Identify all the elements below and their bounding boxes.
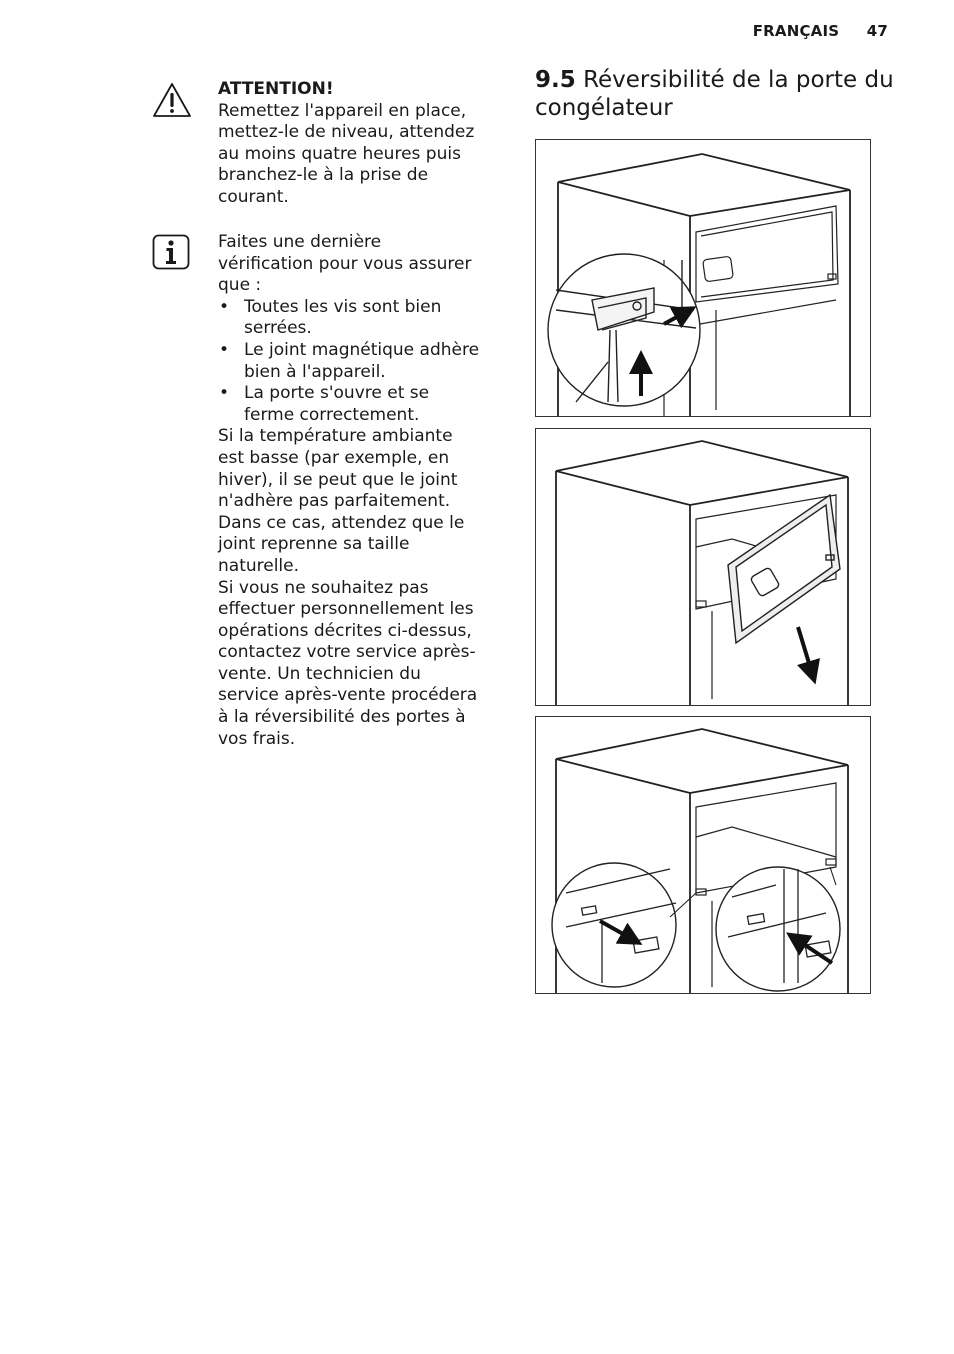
warning-text: Remettez l'appareil en place, mettez-le de niveau, attendez au moins quatre heures puis branchez-le à la prise de courant. bbox=[218, 100, 475, 207]
check-item: • Toutes les vis sont bien serrées. bbox=[218, 297, 480, 340]
figure-remove-door bbox=[535, 428, 871, 706]
illustration-remove-door bbox=[536, 429, 870, 705]
illustration-move-pins bbox=[536, 717, 870, 993]
info-icon bbox=[152, 234, 190, 270]
header-language: FRANÇAIS bbox=[752, 22, 840, 40]
info-paragraph-service: Si vous ne souhaitez pas effectuer personnellement les opérations décrites ci-dessus, contactez votre service après-vente. Un technicien du service après-vente procédera à la réversibilité des portes à vos frais. bbox=[218, 577, 478, 749]
page-header bbox=[753, 22, 888, 40]
page-number: 47 bbox=[866, 22, 888, 40]
figure-remove-hinge bbox=[535, 139, 871, 417]
info-block bbox=[218, 232, 480, 750]
info-intro: Faites une dernière vérification pour vous assurer que : bbox=[218, 232, 472, 296]
info-paragraph-low-temperature: Si la température ambiante est basse (par exemple, en hiver), il se peut que le joint n'adhère pas parfaitement. Dans ce cas, attendez que le joint reprenne sa taille naturelle. bbox=[218, 426, 465, 576]
warning-triangle-icon bbox=[152, 82, 192, 118]
section-heading bbox=[535, 66, 905, 122]
check-item: • La porte s'ouvre et se ferme correctement. bbox=[218, 383, 480, 426]
check-list bbox=[218, 297, 480, 427]
warning-title: ATTENTION! bbox=[218, 79, 334, 99]
warning-block bbox=[218, 79, 480, 209]
section-title: Réversibilité de la porte du congélateur bbox=[535, 67, 894, 121]
figure-move-pins bbox=[535, 716, 871, 994]
section-number: 9.5 bbox=[535, 67, 576, 93]
illustration-remove-hinge bbox=[536, 140, 870, 416]
check-item: • Le joint magnétique adhère bien à l'appareil. bbox=[218, 340, 480, 383]
